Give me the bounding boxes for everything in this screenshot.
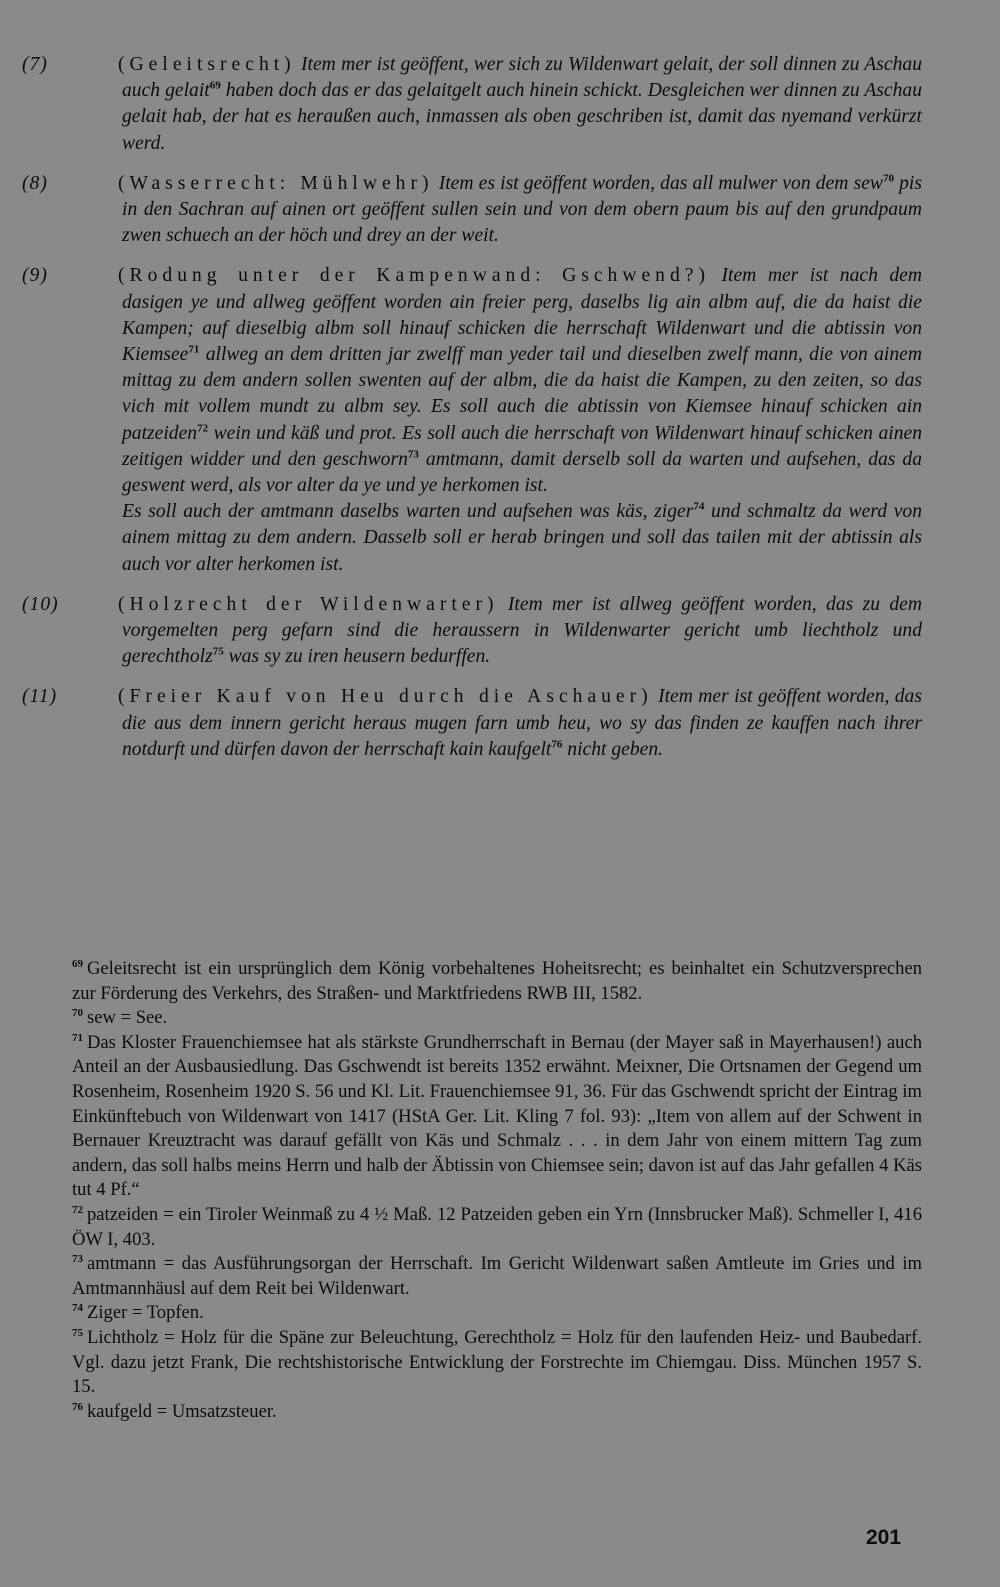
entry-heading: (Holzrecht der Wildenwarter): [118, 593, 499, 615]
footnote-number: 75: [72, 1326, 83, 1339]
entry-text: haben doch das er das gelaitgelt auch hinein schickt. Desgleichen wer dinnen zu Aschau gelait hab, der hat es heraußen auch, inmassen als oben geschriben ist, damit das nyemand verkürzt werd.: [122, 80, 922, 154]
footnote-number: 71: [72, 1031, 83, 1044]
footnote: [72, 1006, 922, 1031]
entry-text: Item es ist geöffent worden, das all mulwer von dem sew: [438, 172, 883, 194]
footnote-number: 72: [72, 1203, 83, 1216]
entry-text: Item mer ist geöffent worden, das die aus dem innern gericht heraus mugen farn umb heu, wo sy das finden ze kauffen nach ihrer notdurft und dürfen davon der herrschaft kain kaufgelt: [122, 686, 922, 760]
entry-text: Item mer ist geöffent, wer sich zu Wildenwart gelait, der soll dinnen zu Aschau auch gelait: [122, 54, 922, 102]
entry-text: pis in den Sachran auf ainen ort geöffent sullen sein und von dem obern paum bis auf den grundpaum zwen schuech an der höch und drey an der weit.: [122, 172, 922, 247]
entry-text: nicht geben.: [562, 738, 664, 760]
entry-11: [22, 684, 922, 763]
footnote-number: 74: [72, 1302, 83, 1315]
entry-number: (9): [22, 265, 48, 287]
entry-continuation: [122, 499, 922, 578]
footnote-text: kaufgeld = Umsatzsteuer.: [87, 1400, 277, 1422]
entry-number: (7): [22, 54, 48, 75]
footnote-text: Das Kloster Frauenchiemsee hat als stärkste Grundherrschaft in Bernau (der Mayer saß in Mayerhausen!) auch Anteil an der Ausbausiedlung. Das Gschwendt ist bereits 1352 erwähnt. Meixner, Die Ortsnamen der Gegend um Rosenheim, Rosenheim 1920 S. 56 und Kl. Lit. Frauenchiemsee 91, 36. Für das Gschwendt spricht der Eintrag im Einkünftebuch von Wildenwart von 1417 (HStA Ger. Lit. Kling 7 fol. 93): „Item von allem auf der Schwent in Bernauer Kreuztracht was darauf gefällt von Käs und Schmalz . . . in dem Jahr von einem mittern Tag zum andern, das soll halbs meins Herrn und halb der Äbtissin von Chiemsee sein; davon ist auf das Jahr gefallen 4 Käs tut 4 Pf.“: [72, 1031, 922, 1201]
entry-text: Es soll auch der amtmann daselbs warten und aufsehen was käs, ziger: [122, 501, 694, 523]
footnote-text: Ziger = Topfen.: [87, 1302, 204, 1324]
entry-number: (8): [22, 172, 48, 194]
entry-paragraph: [22, 592, 922, 671]
footnote-ref: 76: [551, 738, 563, 751]
footnotes-section: [72, 957, 922, 1424]
entry-heading: (Rodung unter der Kampenwand: Gschwend?): [118, 265, 711, 287]
footnote-text: Lichtholz = Holz für die Späne zur Beleuchtung, Gerechtholz = Holz für den laufenden Heiz- und Baubedarf. Vgl. dazu jetzt Frank, Die rechtshistorische Entwicklung der Forstrechte im Chiemgau. Diss. München 1957 S. 15.: [72, 1326, 922, 1398]
entry-paragraph: [22, 263, 923, 577]
entry-9: [22, 263, 923, 577]
footnote-ref: 69: [209, 79, 221, 92]
footnote-ref: 72: [197, 422, 209, 435]
footnote-number: 70: [72, 1007, 83, 1019]
entry-number: (11): [22, 686, 58, 708]
entry-number: (10): [22, 593, 59, 615]
entry-text: allweg an dem dritten jar zwelff man yeder tail und dieselben zwelf mann, die von ainem mittag zu dem andern sollen swenten auf der albm, die da haist die Kampen, zu den zeiten, so das vich mit vollem mundt zu albm sey. Es soll auch die abtissin von Kiemsee hinauf schicken ain patzeiden: [122, 344, 922, 444]
footnote-ref: 70: [882, 172, 894, 185]
footnote: [72, 1326, 922, 1400]
footnote-number: 69: [72, 957, 83, 970]
footnote: [72, 1203, 922, 1252]
footnote-text: Geleitsrecht ist ein ursprünglich dem König vorbehaltenes Hoheitsrecht; es beinhaltet ein Schutzversprechen zur Förderung des Verkehrs, des Straßen- und Marktfriedens RWB III, 1582.: [72, 958, 922, 1004]
entries-section: [22, 52, 923, 777]
footnote-text: sew = See.: [87, 1007, 168, 1029]
entry-heading: (Geleitsrecht): [118, 54, 296, 75]
entry-text: Item mer ist nach dem dasigen ye und allweg geöffent worden ain freier perg, daselbs lig ain albm auf, die da haist die Kampen; auf dieselbig albm soll hinauf schicken die herrschaft Wildenwart und die abtissin von Kiemsee: [122, 265, 923, 366]
entry-text: und schmaltz da werd von ainem mittag zu dem andern. Dasselb soll er herab bringen und soll das tailen mit der abtissin als auch vor alter herkomen ist.: [122, 501, 922, 575]
footnote-number: 73: [72, 1252, 83, 1265]
footnote-ref: 73: [407, 448, 419, 461]
footnote: [72, 957, 922, 1006]
entry-paragraph: [22, 684, 922, 763]
entry-heading: (Freier Kauf von Heu durch die Aschauer): [118, 686, 653, 708]
entry-paragraph: [22, 171, 922, 250]
entry-text: wein und käß und prot. Es soll auch die herrschaft von Wildenwart hinauf schicken ainen zeitigen widder und den geschworn: [122, 422, 922, 470]
entry-text: amtmann, damit derselb soll da warten und aufsehen, das da geswent werd, als vor alter da ye und ye herkomen ist.: [122, 448, 922, 497]
entry-heading: (Wasserrecht: Mühlwehr): [118, 172, 434, 194]
entry-8: [22, 171, 922, 250]
footnote-ref: 71: [188, 343, 200, 356]
footnote-text: patzeiden = ein Tiroler Weinmaß zu 4 ½ Maß. 12 Patzeiden geben ein Yrn (Innsbrucker Maß). Schmeller I, 416 ÖW I, 403.: [72, 1203, 922, 1250]
footnote: [72, 1301, 922, 1326]
footnote: [72, 1400, 922, 1425]
page-number: 201: [866, 1526, 902, 1549]
entry-10: [22, 592, 922, 671]
entry-text: Item mer ist allweg geöffent worden, das zu dem vorgemelten perg gefarn sind die heraussern in Wildenwarter gericht umb liechtholz und gerechtholz: [122, 593, 922, 668]
footnote-number: 76: [72, 1400, 83, 1413]
entry-7: [22, 52, 922, 157]
footnote: [72, 1252, 922, 1301]
footnote: [72, 1031, 922, 1203]
footnote-text: amtmann = das Ausführungsorgan der Herrschaft. Im Gericht Wildenwart saßen Amtleute im Gries und im Amtmannhäusl auf dem Reit bei Wildenwart.: [72, 1253, 922, 1299]
footnote-ref: 74: [693, 500, 705, 513]
entry-paragraph: [22, 52, 922, 157]
entry-text: was sy zu iren heusern bedurffen.: [223, 646, 491, 668]
footnote-ref: 75: [212, 645, 224, 658]
